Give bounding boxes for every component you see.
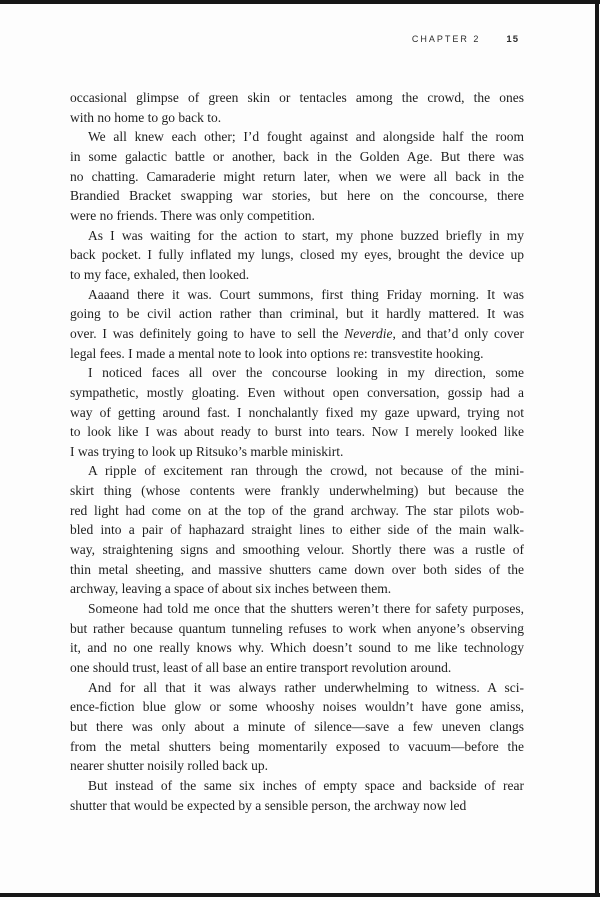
text-line: Brandied Bracket swapping war stories, but here on the concourse, there	[70, 188, 524, 204]
paragraph	[70, 363, 524, 461]
paragraph	[70, 776, 524, 815]
text-line: But instead of the same six inches of empty space and backside of rear	[88, 777, 524, 793]
text-line: I was trying to look up Ritsuko’s marble miniskirt.	[70, 443, 344, 459]
text-line: bled into a pair of haphazard straight lines to either side of the main walk-	[70, 522, 524, 538]
text-line: but there was only about a minute of silence—save a few uneven clangs	[70, 719, 524, 734]
page-number: 15	[506, 34, 519, 45]
paragraph	[70, 285, 524, 364]
text-line: Aaaand there it was. Court summons, first thing Friday morning. It was	[88, 286, 524, 302]
chapter-label: CHAPTER 2	[411, 34, 481, 44]
text-line: from the metal shutters being momentarily exposed to vacuum—before the	[70, 738, 524, 754]
text-line: ence-fiction blue glow or some whooshy noises wouldn’t have gone amiss,	[70, 699, 524, 715]
text-line: nearer shutter noisily rolled back up.	[70, 758, 268, 774]
text-line: over. I was definitely going to have to sell the Neverdie, and that’d only cover	[70, 325, 524, 341]
text-line: thin metal sheeting, and massive shutters came down over both sides of the	[70, 561, 524, 577]
text-line: to look like I was about ready to burst into tears. Now I merely looked like	[70, 424, 524, 440]
paragraph	[70, 127, 524, 225]
text-line: archway, leaving a space of about six inches between them.	[70, 581, 392, 597]
text-line: Someone had told me once that the shutters weren’t there for safety purposes,	[88, 601, 524, 617]
text-line: As I was waiting for the action to start, my phone buzzed briefly in my	[88, 227, 524, 243]
text-line: to my face, exhaled, then looked.	[70, 266, 250, 282]
text-line: way, straightening signs and smoothing velour. Shortly there was a rustle of	[70, 542, 524, 558]
text-line: back pocket. I fully inflated my lungs, closed my eyes, brought the device up	[70, 247, 524, 263]
paragraph	[70, 88, 524, 127]
paragraph	[70, 678, 524, 776]
text-line: were no friends. There was only competition.	[70, 207, 315, 223]
page-edge-bottom	[0, 893, 600, 897]
text-line: legal fees. I made a mental note to look into options re: transvestite hooking.	[70, 345, 484, 361]
text-line: one should trust, least of all base an entire transport revolution around.	[70, 660, 452, 676]
text-line: going to be civil action rather than criminal, but it hardly mattered. It was	[70, 306, 524, 322]
paragraph	[70, 599, 524, 678]
italic-text: Neverdie	[344, 325, 393, 341]
running-header	[70, 29, 519, 47]
text-line: red light had come on at the top of the grand archway. The star pilots wob-	[70, 502, 524, 518]
page-edge-top	[0, 0, 600, 4]
text-line: in some galactic battle or another, back in the Golden Age. But there was	[70, 148, 524, 164]
page-body-text	[70, 88, 524, 815]
text-line: occasional glimpse of green skin or tentacles among the crowd, the ones	[70, 90, 524, 105]
paragraph	[70, 226, 524, 285]
text-line: no chatting. Camaraderie might return later, when we were all back in the	[70, 168, 524, 184]
text-line: A ripple of excitement ran through the crowd, not because of the mini-	[88, 463, 524, 479]
text-line: but rather because quantum tunneling refuses to work when anyone’s observing	[70, 620, 524, 636]
text-line: way of getting around fast. I nonchalantly fixed my gaze upward, trying not	[70, 404, 524, 420]
text-line: I noticed faces all over the concourse looking in my direction, some	[88, 365, 524, 381]
text-line: And for all that it was always rather underwhelming to witness. A sci-	[88, 679, 524, 695]
text-line: sympathetic, mostly gloating. Even without open conversation, gossip had a	[70, 384, 524, 400]
text-line: with no home to go back to.	[70, 109, 222, 125]
text-line: We all knew each other; I’d fought against and alongside half the room	[88, 129, 524, 145]
text-line: it, and no one really knows why. Which doesn’t sound to me like technology	[70, 640, 524, 656]
paragraph	[70, 461, 524, 599]
page-edge-right	[595, 0, 599, 897]
text-line: shutter that would be expected by a sensible person, the archway now led	[70, 797, 467, 813]
text-line: skirt thing (whose contents were frankly underwhelming) but because the	[70, 483, 524, 499]
